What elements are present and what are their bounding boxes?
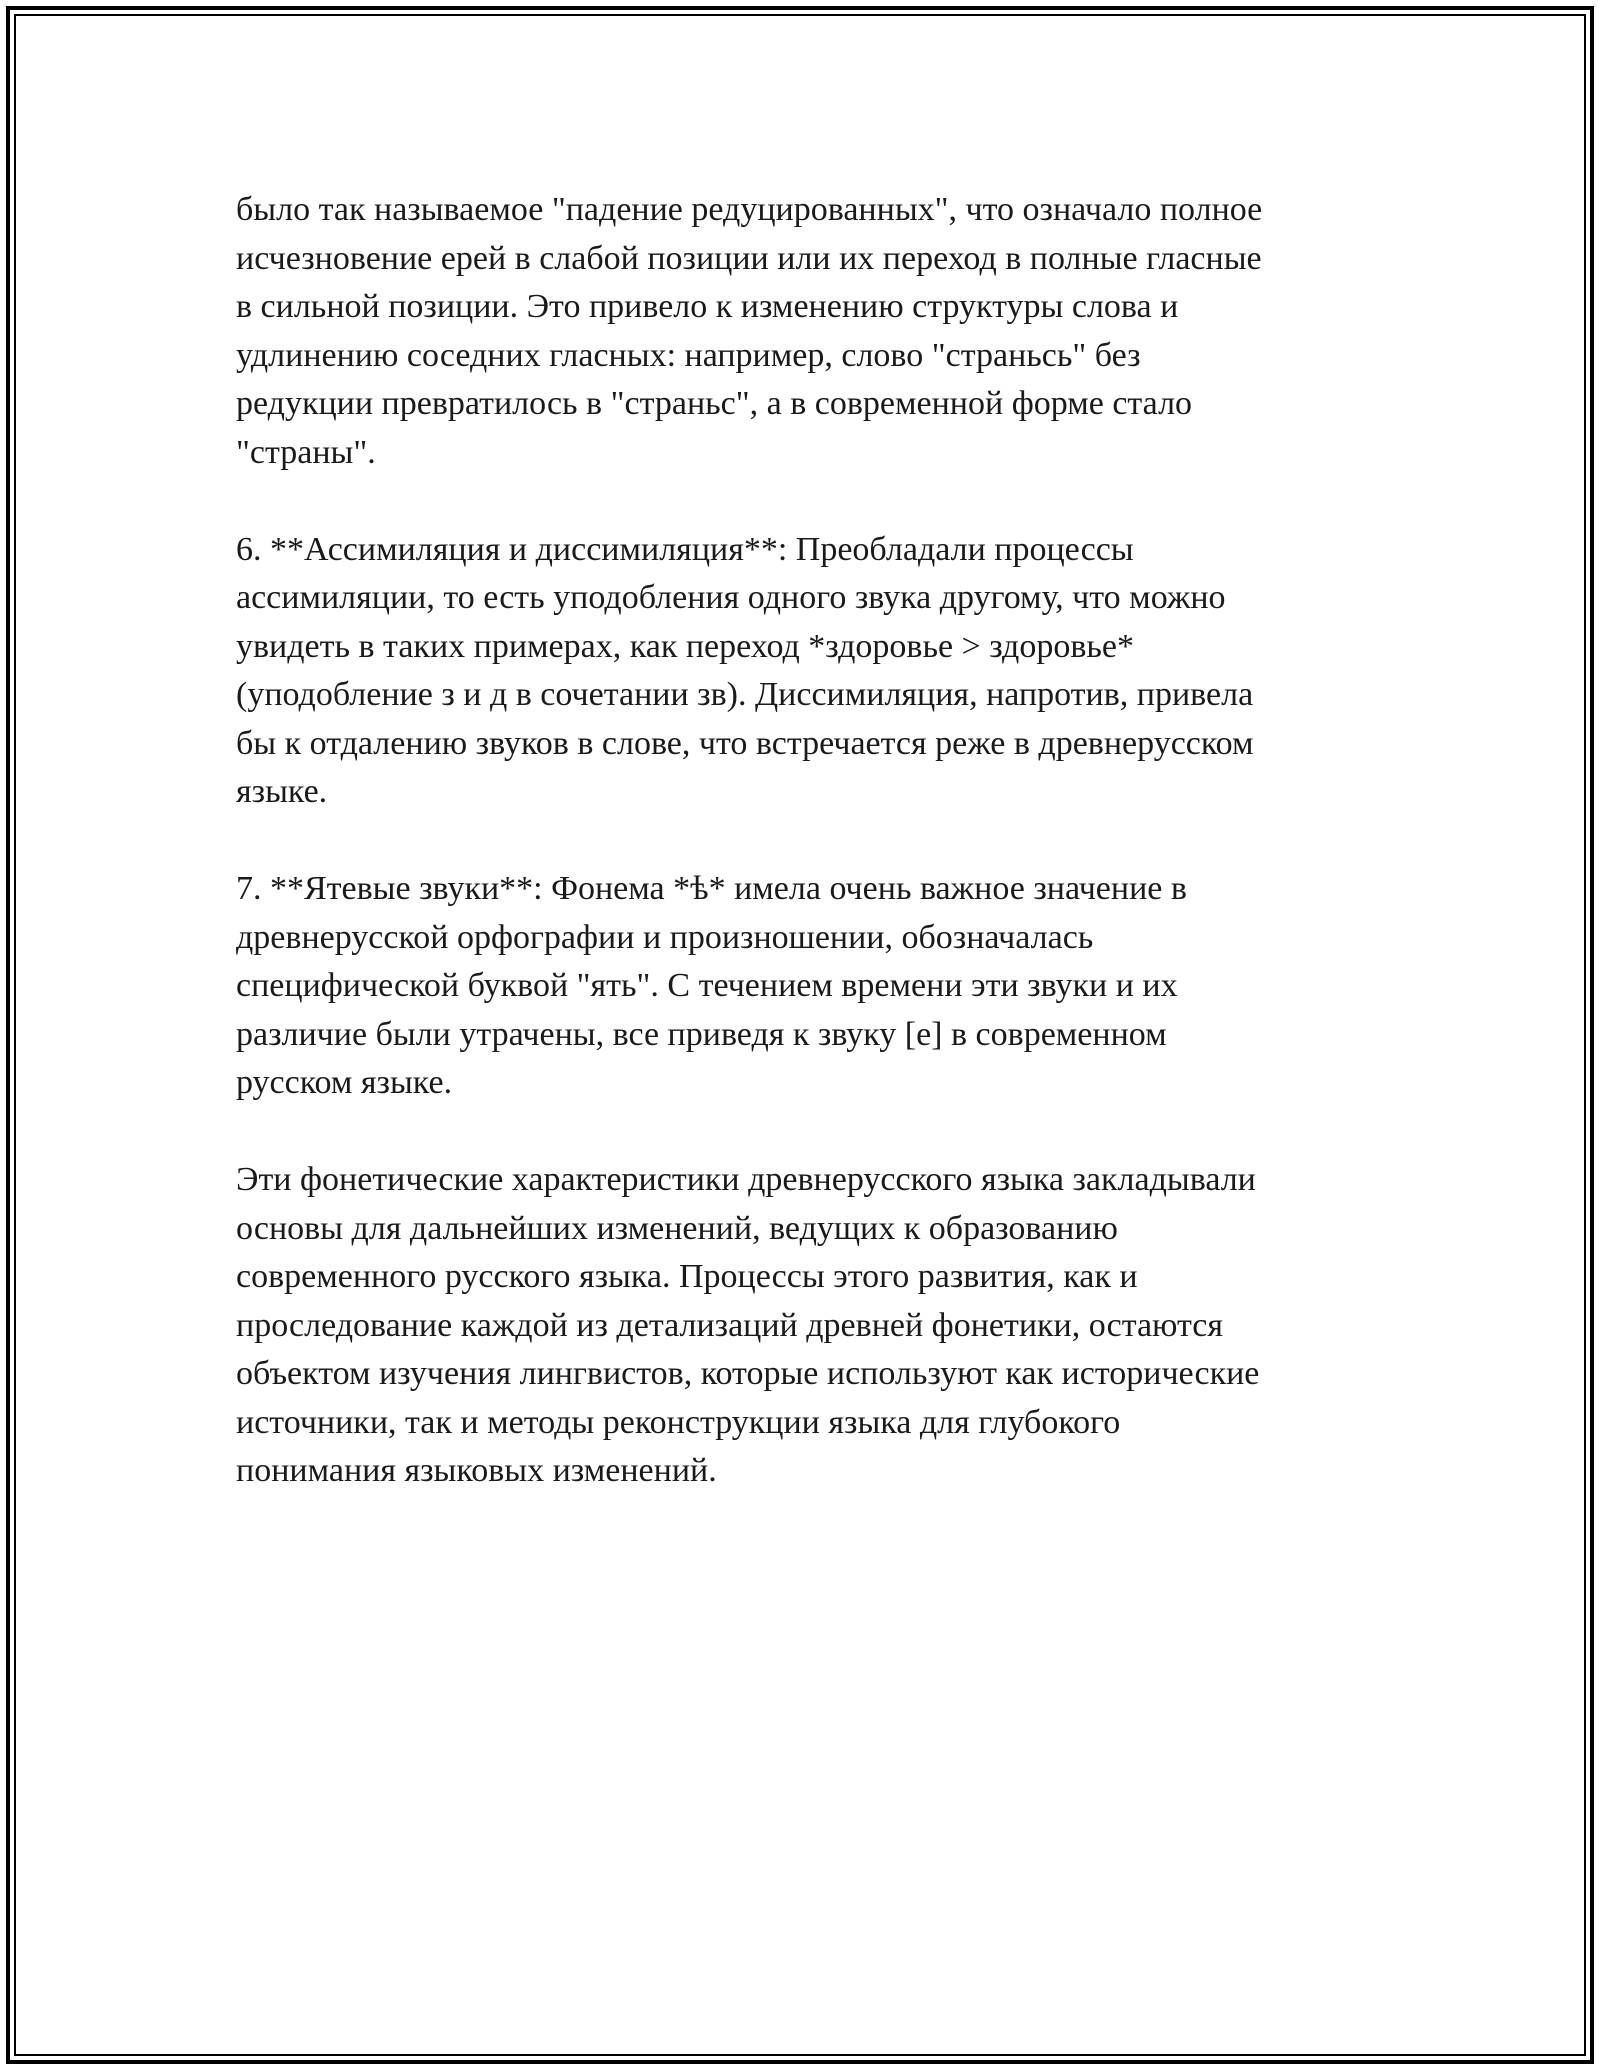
paragraph-reduced-vowels: было так называемое "падение редуцированных", что означало полное исчезновение ерей в слабой позиции или их переход в полные гласные в сильной позиции. Это привело к изменению структуры слова и удлинению соседних гласных: например, слово "страньсь" без редукции превратилось в "страньс", а в современной форме стало "страны". xyxy=(236,191,1263,471)
paragraph-conclusion: Эти фонетические характеристики древнерусского языка закладывали основы для дальнейших изменений, ведущих к образованию современного русского языка. Процессы этого развития, как и проследование каждой из детализаций древней фонетики, остаются объектом изучения лингвистов, которые используют как исторические источники, так и методы реконструкции языка для глубокого понимания языковых изменений. xyxy=(236,1161,1260,1489)
paragraph-assimilation: 6. **Ассимиляция и диссимиляция**: Преобладали процессы ассимиляции, то есть уподобления одного звука другому, что можно увидеть в таких примерах, как переход *здоровье > здоровье* (уподобление з и д в сочетании зв). Диссимиляция, напротив, привела бы к отдалению звуков в слове, что встречается реже в древнерусском языке. xyxy=(236,530,1254,810)
paragraph-yat-sounds: 7. **Ятевые звуки**: Фонема *ѣ* имела очень важное значение в древнерусской орфографии и произношении, обозначалась специфической буквой "ять". С течением времени эти звуки и их различие были утрачены, все приведя к звуку [е] в современном русском языке. xyxy=(236,870,1187,1101)
document-body xyxy=(236,186,1356,1496)
